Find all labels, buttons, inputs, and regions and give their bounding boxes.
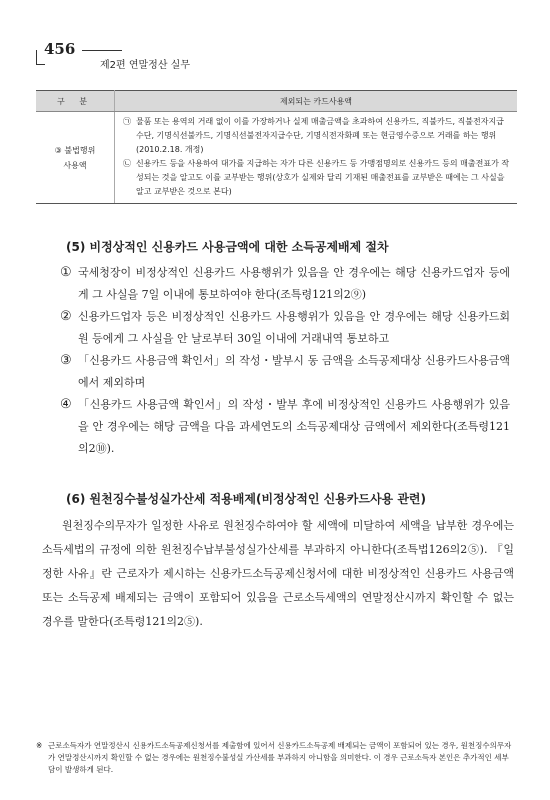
row-content-cell [115,112,518,204]
footnote [36,740,514,776]
item-marker: ㉠ [123,117,131,126]
item-marker: ㉡ [123,159,131,168]
page-header [36,40,516,70]
item-text: 물품 또는 용역의 거래 없이 이를 가장하거나 실제 매출금액을 초과하여 신용카드, 직불카드, 직불전자지급수단, 기명식선불카드, 기명식선불전자지급수단, 기명식전자화폐 또는 현금영수증으로 거래를 하는 행위 (2010.2.18. 개정) [136,117,504,154]
list-text: 신용카드업자 등은 비정상적인 신용카드 사용행위가 있음을 안 경우에는 해당 신용카드회원 등에게 그 사실을 안 날로부터 30일 이내에 거래내역 통보하고 [78,310,510,345]
item-text: 신용카드 등을 사용하여 대가를 지급하는 자가 다른 신용카드 등 가맹점명의로 신용카드 등의 매출전표가 작성되는 것을 알고도 이를 교부받는 행위(상호가 실제와 달리 기재된 매출전표를 교부받은 때에는 그 사실을 알고 교부받은 것으로 본다) [136,159,510,196]
list-item [60,350,510,394]
page-number: 456 [44,40,76,58]
table-header-type: 구 분 [36,91,115,112]
section-6-paragraph: 원천징수의무자가 일정한 사유로 원천징수하여야 할 세액에 미달하여 세액을 납부한 경우에는 소득세법의 규정에 의한 원천징수납부불성실가산세를 부과하지 아니한다(조특법126의2⑤). 『일정한 사유』란 근로자가 제시하는 신용카드소득공제신청서에 대한 비정상적인 신용카드 사용금액 또는 소득공제 배제되는 금액이 포함되어 있음을 근로소득세액의 연말정산시까지 확인할 수 없는 경우를 말한다(조특령121의2⑤). [42,519,514,628]
table-row [36,112,517,204]
note-marker: ※ [36,741,43,750]
list-text: 국세청장이 비정상적인 신용카드 사용행위가 있음을 안 경우에는 해당 신용카드업자 등에게 그 사실을 7일 이내에 통보하여야 한다(조특령121의2⑨) [78,266,510,301]
header-rule [82,50,122,51]
list-number: ③ [60,353,72,368]
list-text: 「신용카드 사용금액 확인서」의 작성・발부 후에 비정상적인 신용카드 사용행위가 있음을 안 경우에는 해당 금액을 다음 과세연도의 소득공제대상 금액에서 제외한다(조특령121의2⑩). [78,398,510,455]
note-text: 근로소득자가 연말정산시 신용카드소득공제신청서를 제출함에 있어서 신용카드소득공제 배제되는 금액이 포함되어 있는 경우, 원천징수의무자가 연말정산시까지 확인할 수 없는 경우에는 원천징수불성실 가산세를 부과하지 아니함을 의미한다. 이 경우 근로소득자 본인은 추가적인 세부담이 발생하게 된다. [48,741,512,774]
chapter-title: 제2편 연말정산 실무 [100,60,190,71]
row-type-line2: 사용액 [63,160,87,170]
list-item [60,394,510,460]
section-6-title: (6) 원천징수불성실가산세 적용배제(비정상적인 신용카드사용 관련) [66,492,426,506]
list-item [60,262,510,306]
list-number: ② [60,309,72,324]
list-number: ① [60,265,72,280]
row-type-cell [36,112,115,204]
list-item [60,306,510,350]
table-list-item [123,115,511,157]
section-5-title: (5) 비정상적인 신용카드 사용금액에 대한 소득공제배제 절차 [66,240,389,254]
table-list-item [123,157,511,199]
section-5-list [60,262,510,460]
row-type-line1: ③ 불법행위 [54,145,96,155]
list-number: ④ [60,397,72,412]
excluded-card-usage-table [36,90,517,204]
table-header-content: 제외되는 카드사용액 [115,91,518,112]
list-text: 「신용카드 사용금액 확인서」의 작성・발부시 동 금액을 소득공제대상 신용카드사용금액에서 제외하며 [78,354,510,389]
